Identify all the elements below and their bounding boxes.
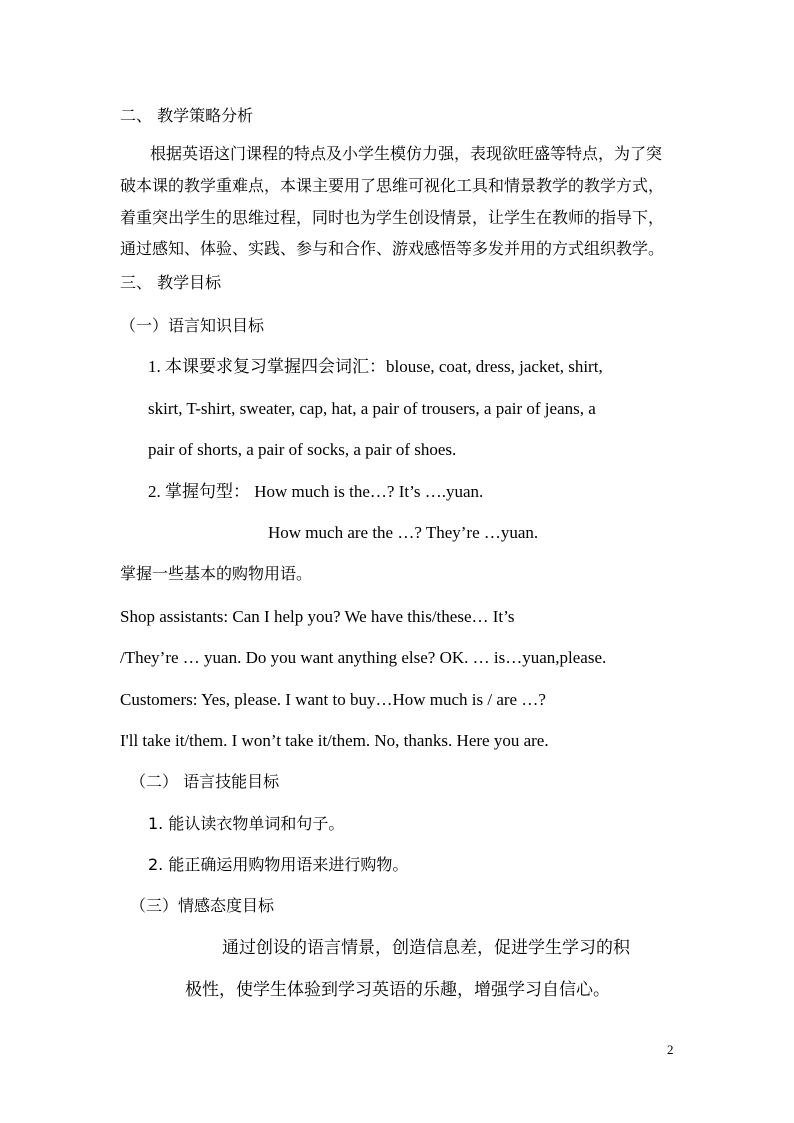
- sub1-item1-line-2: skirt, T-shirt, sweater, cap, hat, a pair of trousers, a pair of jeans, a: [148, 399, 596, 418]
- sub2-item-2: 2. 能正确运用购物用语来进行购物。: [148, 855, 409, 874]
- sub1-item1-line-3: pair of shorts, a pair of socks, a pair of shoes.: [148, 440, 457, 459]
- dialog-line-4: I'll take it/them. I won’t take it/them. No, thanks. Here you are.: [120, 731, 549, 750]
- section2-line-4: 通过感知、体验、实践、参与和合作、游戏感悟等多发并用的方式组织教学。: [120, 239, 665, 258]
- dialog-line-2: /They’re … yuan. Do you want anything else? OK. … is…yuan,please.: [120, 648, 607, 667]
- section2-line-2: 破本课的教学重难点，本课主要用了思维可视化工具和情景教学的教学方式，: [120, 176, 665, 195]
- sub2-heading: （二） 语言技能目标: [130, 772, 280, 791]
- page-number: 2: [667, 1042, 674, 1057]
- dialog-line-3: Customers: Yes, please. I want to buy…How much is / are …?: [120, 690, 546, 709]
- sub3-line-2: 极性，使学生体验到学习英语的乐趣，增强学习自信心。: [185, 980, 610, 1000]
- sub1-item1-line-1: 1. 本课要求复习掌握四会词汇：blouse, coat, dress, jacket, shirt,: [148, 357, 603, 376]
- sub1-item2-line-1: 2. 掌握句型： How much is the…? It’s ….yuan.: [148, 482, 484, 501]
- section2-line-3: 着重突出学生的思维过程，同时也为学生创设情景，让学生在教师的指导下，: [120, 208, 665, 227]
- dialog-line-1: Shop assistants: Can I help you? We have this/these… It’s: [120, 607, 515, 626]
- sub3-line-1: 通过创设的语言情景，创造信息差，促进学生学习的积: [222, 938, 630, 958]
- shopping-intro: 掌握一些基本的购物用语。: [120, 564, 313, 583]
- sub2-item-1: 1. 能认读衣物单词和句子。: [148, 814, 345, 833]
- section3-heading: 三、 教学目标: [120, 273, 222, 292]
- sub3-heading: （三）情感态度目标: [130, 896, 275, 915]
- sub1-heading: （一）语言知识目标: [120, 316, 265, 335]
- sub1-item2-line-2: How much are the …? They’re …yuan.: [268, 523, 539, 542]
- section2-line-1: 根据英语这门课程的特点及小学生模仿力强，表现欲旺盛等特点，为了突: [150, 144, 663, 163]
- section2-heading: 二、 教学策略分析: [120, 106, 254, 125]
